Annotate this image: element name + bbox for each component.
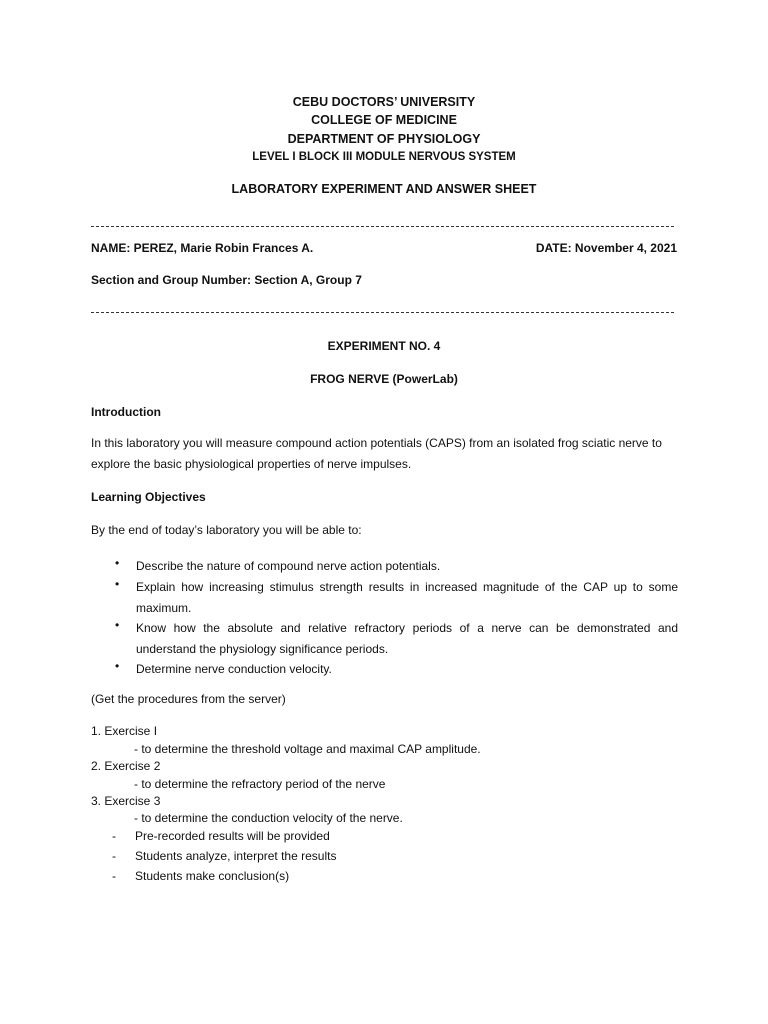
objective-text: Know how the absolute and relative refractory periods of a nerve can be demonstrated and understand the physiology significance periods. bbox=[136, 621, 678, 656]
exercise-detail: - to determine the conduction velocity of the nerve. bbox=[134, 811, 403, 825]
exercise-detail: - to determine the threshold voltage and maximal CAP amplitude. bbox=[134, 742, 481, 756]
objective-text: Explain how increasing stimulus strength results in increased magnitude of the CAP up to some maximum. bbox=[136, 580, 678, 615]
dash-item-text: Students analyze, interpret the results bbox=[135, 849, 337, 863]
dash-icon: - bbox=[112, 869, 116, 883]
experiment-title: FROG NERVE (PowerLab) bbox=[310, 372, 458, 386]
objective-text: Determine nerve conduction velocity. bbox=[136, 662, 332, 676]
bullet-icon: • bbox=[115, 618, 120, 632]
bullet-icon: • bbox=[115, 577, 120, 591]
bullet-icon: • bbox=[115, 556, 120, 570]
objectives-heading: Learning Objectives bbox=[91, 490, 206, 504]
section-group: Section and Group Number: Section A, Group 7 bbox=[91, 273, 362, 287]
exercise-label: 2. Exercise 2 bbox=[91, 759, 161, 773]
introduction-heading: Introduction bbox=[91, 405, 161, 419]
objectives-lead: By the end of today’s laboratory you will be able to: bbox=[91, 523, 362, 537]
dash-item-text: Pre-recorded results will be provided bbox=[135, 829, 330, 843]
university-name: CEBU DOCTORS’ UNIVERSITY bbox=[292, 95, 476, 109]
dash-icon: - bbox=[112, 829, 116, 843]
introduction-body: In this laboratory you will measure compound action potentials (CAPS) from an isolated frog sciatic nerve to explore the basic physiological properties of nerve impulses. bbox=[91, 436, 662, 471]
exercise-label: 1. Exercise I bbox=[91, 724, 158, 738]
exercise-detail: - to determine the refractory period of the nerve bbox=[134, 777, 386, 791]
college-name: COLLEGE OF MEDICINE bbox=[311, 113, 457, 127]
department-name: DEPARTMENT OF PHYSIOLOGY bbox=[287, 132, 481, 146]
procedures-note: (Get the procedures from the server) bbox=[91, 692, 286, 706]
sheet-title: LABORATORY EXPERIMENT AND ANSWER SHEET bbox=[231, 182, 537, 196]
bullet-icon: • bbox=[115, 659, 120, 673]
dashed-divider-top bbox=[91, 226, 674, 227]
student-name: NAME: PEREZ, Marie Robin Frances A. bbox=[91, 241, 314, 255]
dashed-divider-bottom bbox=[91, 312, 674, 313]
experiment-number: EXPERIMENT NO. 4 bbox=[327, 339, 441, 353]
dash-item-text: Students make conclusion(s) bbox=[135, 869, 290, 883]
module-name: LEVEL I BLOCK III MODULE NERVOUS SYSTEM bbox=[252, 151, 516, 163]
dash-icon: - bbox=[112, 849, 116, 863]
objective-text: Describe the nature of compound nerve action potentials. bbox=[136, 559, 441, 573]
exercise-label: 3. Exercise 3 bbox=[91, 794, 161, 808]
sheet-date: DATE: November 4, 2021 bbox=[535, 241, 677, 255]
